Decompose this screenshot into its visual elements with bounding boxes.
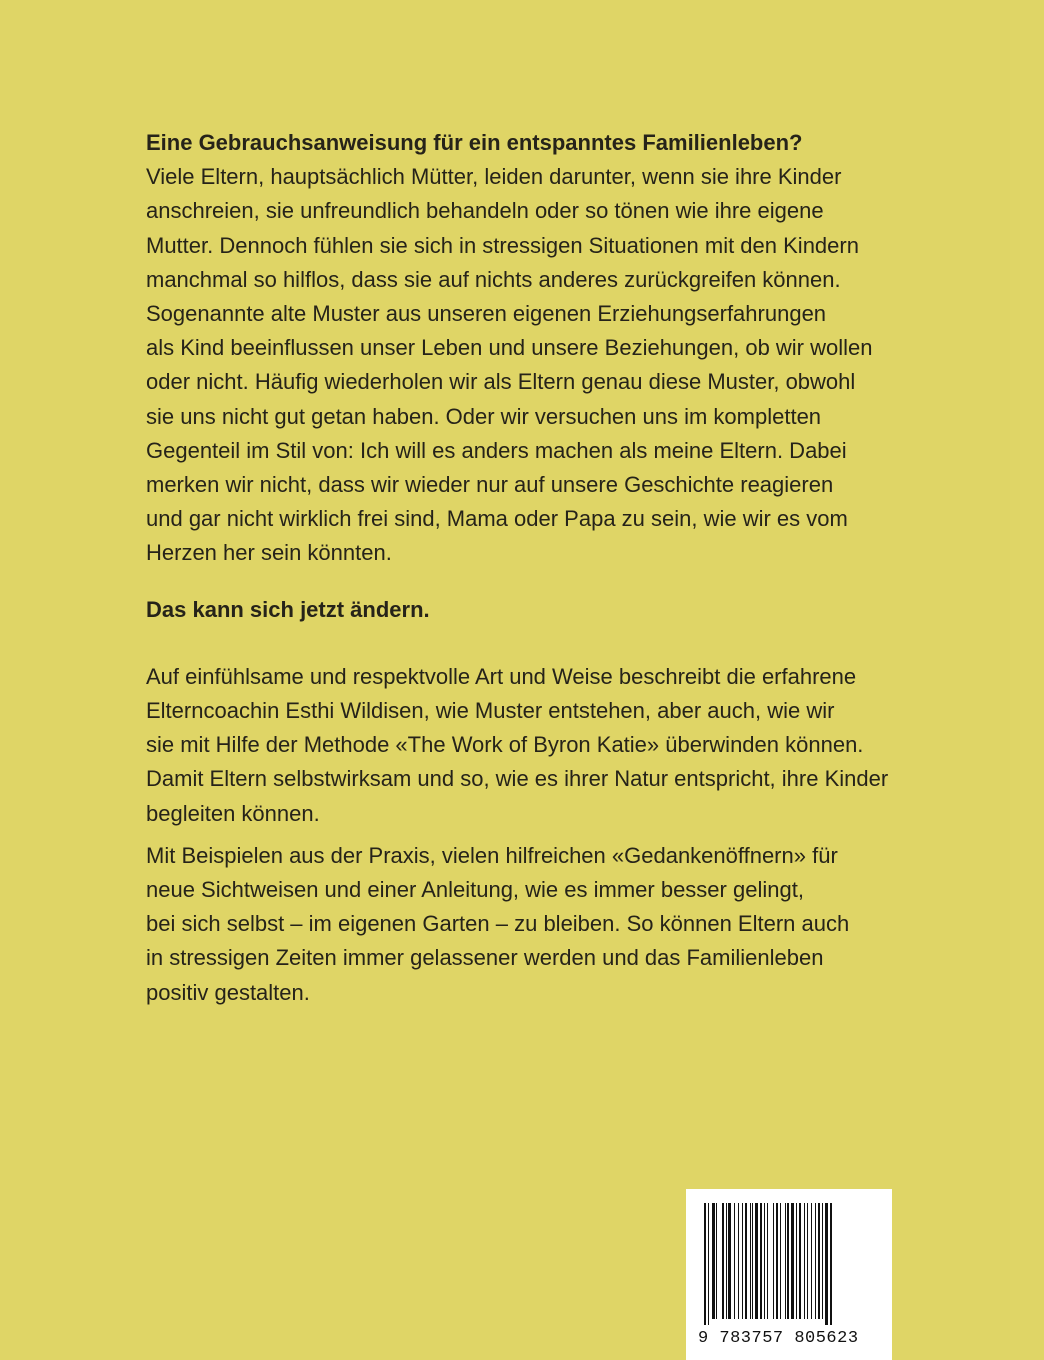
paragraph-line: oder nicht. Häufig wiederholen wir als Eltern genau diese Muster, obwohl [146,369,856,395]
subheading: Das kann sich jetzt ändern. [146,596,430,622]
paragraph-line: Auf einfühlsame und respektvolle Art und Weise beschreibt die erfahrene [146,663,857,689]
paragraph-line: und gar nicht wirklich frei sind, Mama oder Papa zu sein, wie wir es vom [146,506,848,532]
paragraph-line: Herzen her sein könnten. [146,540,392,566]
paragraph-line: begleiten können. [146,800,320,826]
paragraph-closing [146,839,946,1010]
spacer [146,627,946,660]
paragraph-line: sie uns nicht gut getan haben. Oder wir versuchen uns im kompletten [146,403,822,429]
paragraph-line: Gegenteil im Stil von: Ich will es anders machen als meine Eltern. Dabei [146,437,847,463]
paragraph-line: sie mit Hilfe der Methode «The Work of Byron Katie» überwinden können. [146,732,864,758]
spacer [146,571,946,593]
back-cover-text [146,126,946,1010]
paragraph-line: Viele Eltern, hauptsächlich Mütter, leiden darunter, wenn sie ihre Kinder [146,164,842,190]
barcode-icon [702,1203,876,1325]
isbn-number: 9 783757 805623 [698,1329,859,1348]
isbn-barcode [686,1189,892,1360]
paragraph-line: anschreien, sie unfreundlich behandeln oder so tönen wie ihre eigene [146,198,824,224]
paragraph-line: manchmal so hilflos, dass sie auf nichts anderes zurückgreifen können. [146,266,841,292]
paragraph-line: als Kind beeinflussen unser Leben und unsere Beziehungen, ob wir wollen [146,335,873,361]
paragraph-line: in stressigen Zeiten immer gelassener werden und das Familienleben [146,945,824,971]
paragraph-description [146,660,946,831]
paragraph-line: Elterncoachin Esthi Wildisen, wie Muster entstehen, aber auch, wie wir [146,698,835,724]
paragraph-line: Mit Beispielen aus der Praxis, vielen hilfreichen «Gedankenöffnern» für [146,842,838,868]
paragraph-line: neue Sichtweisen und einer Anleitung, wie es immer besser gelingt, [146,877,804,903]
paragraph-line: Mutter. Dennoch fühlen sie sich in stressigen Situationen mit den Kindern [146,232,859,258]
paragraph-line: bei sich selbst – im eigenen Garten – zu bleiben. So können Eltern auch [146,911,850,937]
paragraph-line: merken wir nicht, dass wir wieder nur auf unsere Geschichte reagieren [146,472,834,498]
paragraph-line: Damit Eltern selbstwirksam und so, wie es ihrer Natur entspricht, ihre Kinder [146,766,889,792]
paragraph-intro [146,160,946,570]
heading: Eine Gebrauchsanweisung für ein entspanntes Familienleben? [146,130,803,155]
spacer [146,831,946,839]
paragraph-line: positiv gestalten. [146,979,310,1005]
paragraph-line: Sogenannte alte Muster aus unseren eigenen Erziehungserfahrungen [146,301,827,327]
